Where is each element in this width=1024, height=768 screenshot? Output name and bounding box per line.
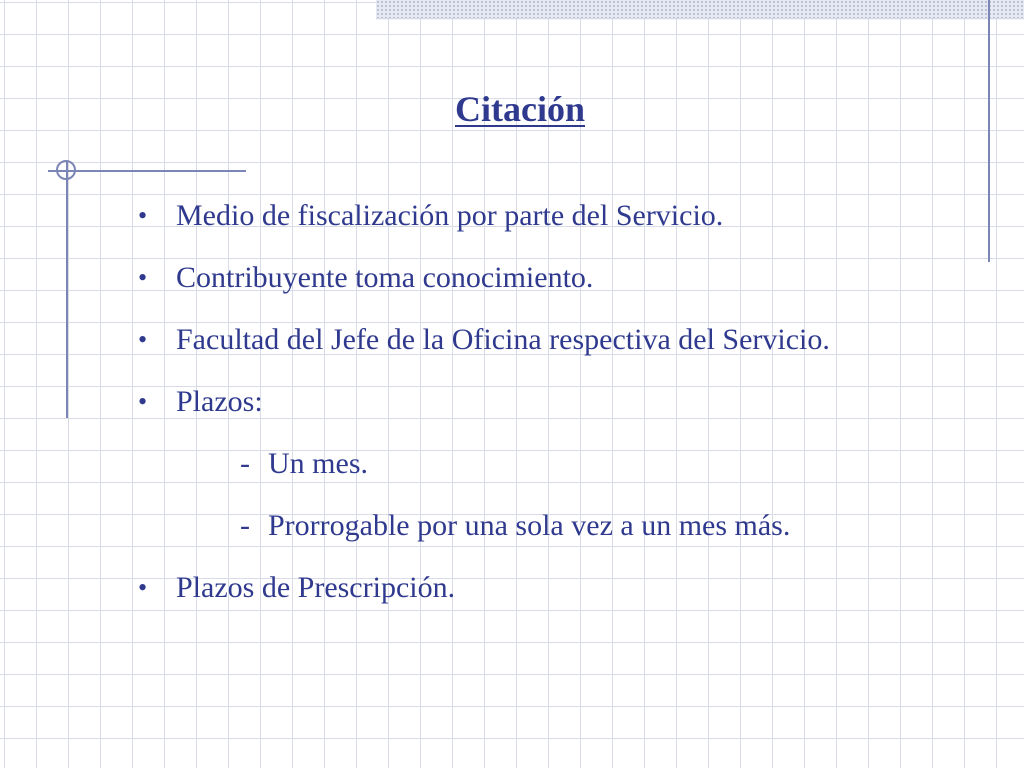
decorative-top-band-edge [376,18,1024,20]
bullet-item [0,317,1024,379]
bullet-marker: • [138,263,148,292]
decorative-corner-circle [56,160,76,180]
slide-title: Citación [455,89,585,129]
bullet-item [0,255,1024,317]
bullet-item [0,565,1024,627]
bullet-text: Medio de fiscalización por parte del Servicio. [176,199,724,232]
sub-item-text: Prorrogable por una sola vez a un mes más. [268,509,791,542]
bullet-marker: • [138,201,148,230]
sub-item-marker: - [240,447,250,480]
bullet-item [0,379,1024,441]
bullet-text: Plazos: [176,385,263,418]
sub-item-text: Un mes. [268,447,368,480]
decorative-top-band [376,0,1024,18]
bullet-marker: • [138,325,148,354]
bullet-text: Contribuyente toma conocimiento. [176,261,594,294]
decorative-left-horizontal-rule [48,170,246,172]
bullet-marker: • [138,387,148,416]
bullet-marker: • [138,573,148,602]
sub-item-marker: - [240,509,250,542]
bullet-text: Plazos de Prescripción. [176,571,456,604]
bullet-text: Facultad del Jefe de la Oficina respectiva del Servicio. [176,323,830,356]
bullet-item [0,193,1024,255]
sub-item [0,441,1024,503]
bullet-list [0,193,1024,627]
sub-item [0,503,1024,565]
